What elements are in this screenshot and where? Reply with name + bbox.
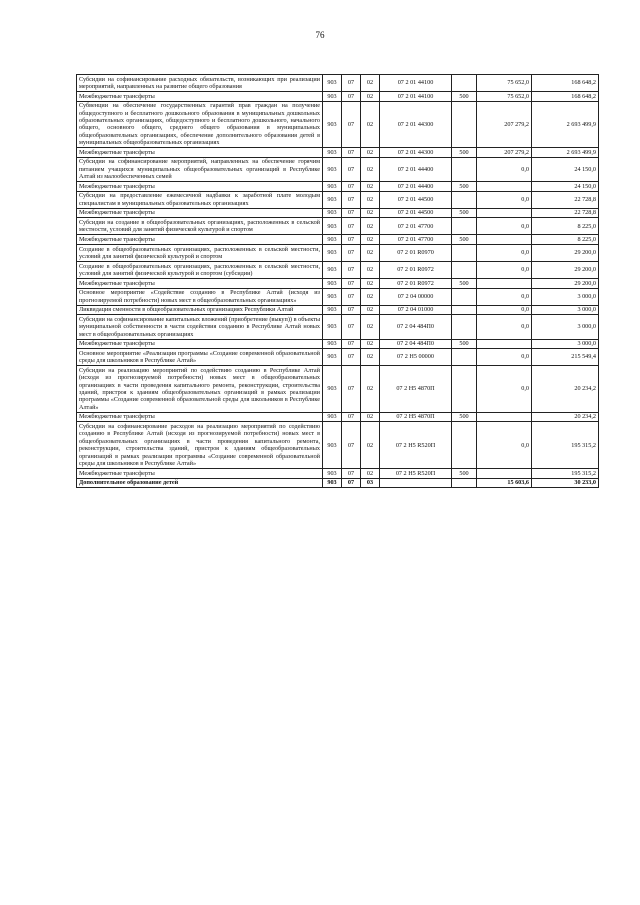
table-row xyxy=(77,218,599,235)
section-code-cell: 07 xyxy=(342,101,361,148)
subsection-code-cell: 02 xyxy=(361,349,380,366)
target-article-cell: 07 2 01 44500 xyxy=(380,191,452,208)
department-code-cell: 903 xyxy=(323,315,342,339)
target-article-cell: 07 2 Н5 R520П xyxy=(380,422,452,469)
section-code-cell: 07 xyxy=(342,305,361,315)
subsection-code-cell: 02 xyxy=(361,208,380,218)
table-row xyxy=(77,469,599,479)
expense-name-cell: Субсидии на софинансирование мероприятий, направленных на обеспечение горячим питанием учащихся муниципальных общеобразовательных организаций в Республике Алтай из малообеспеченных семей xyxy=(77,157,323,181)
target-article-cell: 07 2 01 R0970 xyxy=(380,245,452,262)
amount-change-cell xyxy=(477,412,532,422)
target-article-cell: 07 2 Н5 4870П xyxy=(380,366,452,413)
amount-total-cell: 2 693 499,9 xyxy=(532,101,599,148)
department-code-cell: 903 xyxy=(323,191,342,208)
expense-name-cell: Межбюджетные трансферты xyxy=(77,182,323,192)
subsection-code-cell: 02 xyxy=(361,279,380,289)
expense-name-cell: Субсидии на софинансирование капитальных вложений (приобретение (выкуп)) в объекты муниципальной собственности в части содействия созданию в Республике Алтай новых мест в общеобразовательных организациях xyxy=(77,315,323,339)
subsection-code-cell: 02 xyxy=(361,422,380,469)
expense-type-cell: 500 xyxy=(452,412,477,422)
table-row xyxy=(77,191,599,208)
target-article-cell: 07 2 Н5 4870П xyxy=(380,412,452,422)
expense-name-cell: Создание в общеобразовательных организациях, расположенных в сельской местности, условий для занятий физической культурой и спортом (субсидии) xyxy=(77,262,323,279)
subsection-code-cell: 02 xyxy=(361,235,380,245)
subsection-code-cell: 02 xyxy=(361,412,380,422)
target-article-cell: 07 2 01 47700 xyxy=(380,218,452,235)
table-row xyxy=(77,92,599,102)
amount-change-cell: 0,0 xyxy=(477,288,532,305)
section-code-cell: 07 xyxy=(342,279,361,289)
amount-total-cell: 195 315,2 xyxy=(532,422,599,469)
expense-type-cell xyxy=(452,349,477,366)
subsection-code-cell: 02 xyxy=(361,182,380,192)
expense-type-cell: 500 xyxy=(452,339,477,349)
expense-type-cell: 500 xyxy=(452,208,477,218)
amount-change-cell: 207 279,2 xyxy=(477,148,532,158)
target-article-cell: 07 2 01 47700 xyxy=(380,235,452,245)
target-article-cell: 07 2 04 00000 xyxy=(380,288,452,305)
table-row xyxy=(77,478,599,488)
section-code-cell: 07 xyxy=(342,366,361,413)
target-article-cell: 07 2 04 484П0 xyxy=(380,339,452,349)
expense-name-cell: Субсидии на предоставление ежемесячной надбавки к заработной плате молодым специалистам в муниципальных образовательных организациях xyxy=(77,191,323,208)
subsection-code-cell: 02 xyxy=(361,191,380,208)
expense-type-cell xyxy=(452,366,477,413)
table-row xyxy=(77,75,599,92)
amount-total-cell: 3 000,0 xyxy=(532,305,599,315)
amount-total-cell: 20 234,2 xyxy=(532,366,599,413)
department-code-cell: 903 xyxy=(323,218,342,235)
amount-total-cell: 20 234,2 xyxy=(532,412,599,422)
subsection-code-cell: 02 xyxy=(361,315,380,339)
amount-total-cell: 29 200,0 xyxy=(532,245,599,262)
amount-change-cell: 0,0 xyxy=(477,191,532,208)
target-article-cell: 07 2 01 44500 xyxy=(380,208,452,218)
section-code-cell: 07 xyxy=(342,218,361,235)
expense-type-cell xyxy=(452,157,477,181)
section-code-cell: 07 xyxy=(342,478,361,488)
department-code-cell: 903 xyxy=(323,235,342,245)
target-article-cell: 07 2 01 44400 xyxy=(380,157,452,181)
target-article-cell: 07 2 01 44300 xyxy=(380,101,452,148)
target-article-cell: 07 2 01 44300 xyxy=(380,148,452,158)
expense-type-cell: 500 xyxy=(452,148,477,158)
section-code-cell: 07 xyxy=(342,339,361,349)
subsection-code-cell: 02 xyxy=(361,157,380,181)
table-row xyxy=(77,315,599,339)
expense-name-cell: Межбюджетные трансферты xyxy=(77,279,323,289)
table-row xyxy=(77,305,599,315)
expense-name-cell: Основное мероприятие «Реализация программы «Создание современной образовательной среды для школьников в Республике Алтай» xyxy=(77,349,323,366)
table-row xyxy=(77,245,599,262)
section-code-cell: 07 xyxy=(342,245,361,262)
department-code-cell: 903 xyxy=(323,366,342,413)
table-row xyxy=(77,235,599,245)
amount-change-cell: 0,0 xyxy=(477,218,532,235)
table-row xyxy=(77,148,599,158)
table-row xyxy=(77,288,599,305)
expense-type-cell xyxy=(452,478,477,488)
department-code-cell: 903 xyxy=(323,412,342,422)
amount-change-cell: 75 652,0 xyxy=(477,92,532,102)
expense-name-cell: Межбюджетные трансферты xyxy=(77,92,323,102)
amount-total-cell: 30 233,0 xyxy=(532,478,599,488)
target-article-cell: 07 2 01 44400 xyxy=(380,182,452,192)
amount-total-cell: 29 200,0 xyxy=(532,279,599,289)
subsection-code-cell: 02 xyxy=(361,366,380,413)
expense-type-cell: 500 xyxy=(452,182,477,192)
section-code-cell: 07 xyxy=(342,157,361,181)
section-code-cell: 07 xyxy=(342,208,361,218)
expense-name-cell: Субвенции на обеспечение государственных гарантий прав граждан на получение общедоступного и бесплатного дошкольного образования в муниципальных дошкольных образовательных организациях, общедоступного и бесплатного дошкольного, начального общего, основного общего, среднего общего образования в муниципальных общеобразовательных организациях, обеспечение дополнительного образования детей в муниципальных общеобразовательных организациях xyxy=(77,101,323,148)
amount-total-cell: 2 693 499,9 xyxy=(532,148,599,158)
section-code-cell: 07 xyxy=(342,92,361,102)
amount-change-cell xyxy=(477,208,532,218)
expense-type-cell xyxy=(452,101,477,148)
subsection-code-cell: 02 xyxy=(361,339,380,349)
department-code-cell: 903 xyxy=(323,148,342,158)
subsection-code-cell: 02 xyxy=(361,245,380,262)
amount-change-cell: 0,0 xyxy=(477,245,532,262)
expense-type-cell xyxy=(452,218,477,235)
expense-type-cell xyxy=(452,305,477,315)
department-code-cell: 903 xyxy=(323,208,342,218)
budget-table xyxy=(76,74,599,488)
amount-change-cell: 0,0 xyxy=(477,366,532,413)
expense-type-cell: 500 xyxy=(452,92,477,102)
target-article-cell: 07 2 01 R0972 xyxy=(380,279,452,289)
table-row xyxy=(77,157,599,181)
amount-total-cell: 168 648,2 xyxy=(532,75,599,92)
amount-total-cell: 195 315,2 xyxy=(532,469,599,479)
amount-change-cell: 75 652,0 xyxy=(477,75,532,92)
expense-type-cell xyxy=(452,262,477,279)
table-row xyxy=(77,279,599,289)
subsection-code-cell: 02 xyxy=(361,92,380,102)
table-row xyxy=(77,366,599,413)
department-code-cell: 903 xyxy=(323,339,342,349)
expense-type-cell xyxy=(452,288,477,305)
table-row xyxy=(77,339,599,349)
target-article-cell: 07 2 Н5 00000 xyxy=(380,349,452,366)
amount-total-cell: 215 549,4 xyxy=(532,349,599,366)
table-row xyxy=(77,349,599,366)
amount-change-cell: 0,0 xyxy=(477,305,532,315)
department-code-cell: 903 xyxy=(323,288,342,305)
department-code-cell: 903 xyxy=(323,422,342,469)
amount-total-cell: 24 150,0 xyxy=(532,182,599,192)
department-code-cell: 903 xyxy=(323,101,342,148)
page-number: 76 xyxy=(315,30,325,40)
amount-change-cell: 15 603,6 xyxy=(477,478,532,488)
subsection-code-cell: 02 xyxy=(361,75,380,92)
amount-total-cell: 29 200,0 xyxy=(532,262,599,279)
amount-change-cell xyxy=(477,235,532,245)
expense-type-cell xyxy=(452,75,477,92)
table-row xyxy=(77,101,599,148)
department-code-cell: 903 xyxy=(323,245,342,262)
expense-type-cell xyxy=(452,245,477,262)
expense-name-cell: Межбюджетные трансферты xyxy=(77,339,323,349)
expense-name-cell: Субсидии на софинансирование расходов на реализацию мероприятий по содействию созданию в Республике Алтай (исходя из прогнозируемой потребности) новых мест в общеобразовательных организациях в части проведения капитального ремонта, реконструкции, строительства зданий, пристроя к зданиям общеобразовательных организаций в рамках реализации программы «Создание современной образовательной среды для школьников в Республике Алтай» xyxy=(77,422,323,469)
expense-name-cell: Дополнительное образование детей xyxy=(77,478,323,488)
amount-change-cell: 0,0 xyxy=(477,315,532,339)
amount-total-cell: 3 000,0 xyxy=(532,339,599,349)
section-code-cell: 07 xyxy=(342,191,361,208)
amount-total-cell: 22 728,8 xyxy=(532,208,599,218)
target-article-cell: 07 2 01 44100 xyxy=(380,75,452,92)
expense-name-cell: Межбюджетные трансферты xyxy=(77,148,323,158)
subsection-code-cell: 02 xyxy=(361,469,380,479)
amount-change-cell: 0,0 xyxy=(477,349,532,366)
amount-change-cell xyxy=(477,279,532,289)
table-row xyxy=(77,182,599,192)
table-row xyxy=(77,208,599,218)
amount-change-cell: 0,0 xyxy=(477,262,532,279)
expense-name-cell: Субсидии на софинансирование расходных обязательств, возникающих при реализации мероприятий, направленных на развитие общего образования xyxy=(77,75,323,92)
section-code-cell: 07 xyxy=(342,288,361,305)
department-code-cell: 903 xyxy=(323,305,342,315)
expense-type-cell xyxy=(452,191,477,208)
expense-type-cell xyxy=(452,422,477,469)
expense-name-cell: Субсидии на реализацию мероприятий по содействию созданию в Республике Алтай (исходя из прогнозируемой потребности) новых мест в общеобразовательных организациях в части проведения капитального ремонта, реконструкции, строительства зданий, пристроя к зданиям общеобразовательных организаций в рамках реализации программы «Создание современной образовательной среды для школьников в Республике Алтай» xyxy=(77,366,323,413)
section-code-cell: 07 xyxy=(342,412,361,422)
department-code-cell: 903 xyxy=(323,469,342,479)
department-code-cell: 903 xyxy=(323,157,342,181)
target-article-cell: 07 2 04 484П0 xyxy=(380,315,452,339)
subsection-code-cell: 02 xyxy=(361,288,380,305)
expense-type-cell: 500 xyxy=(452,279,477,289)
department-code-cell: 903 xyxy=(323,349,342,366)
expense-name-cell: Основное мероприятие «Содействие созданию в Республике Алтай (исходя из прогнозируемой потребности) новых мест в общеобразовательных организациях» xyxy=(77,288,323,305)
department-code-cell: 903 xyxy=(323,75,342,92)
section-code-cell: 07 xyxy=(342,262,361,279)
amount-change-cell: 0,0 xyxy=(477,157,532,181)
subsection-code-cell: 02 xyxy=(361,148,380,158)
subsection-code-cell: 02 xyxy=(361,218,380,235)
subsection-code-cell: 02 xyxy=(361,101,380,148)
amount-total-cell: 168 648,2 xyxy=(532,92,599,102)
target-article-cell: 07 2 04 01000 xyxy=(380,305,452,315)
expense-name-cell: Субсидии на создание в общеобразовательных организациях, расположенных в сельской местности, условий для занятий физической культурой и спортом xyxy=(77,218,323,235)
section-code-cell: 07 xyxy=(342,315,361,339)
table-row xyxy=(77,422,599,469)
section-code-cell: 07 xyxy=(342,182,361,192)
table-row xyxy=(77,262,599,279)
expense-type-cell: 500 xyxy=(452,235,477,245)
subsection-code-cell: 03 xyxy=(361,478,380,488)
amount-total-cell: 8 225,0 xyxy=(532,235,599,245)
expense-type-cell xyxy=(452,315,477,339)
expense-name-cell: Межбюджетные трансферты xyxy=(77,469,323,479)
target-article-cell xyxy=(380,478,452,488)
amount-total-cell: 3 000,0 xyxy=(532,315,599,339)
amount-total-cell: 8 225,0 xyxy=(532,218,599,235)
amount-change-cell xyxy=(477,182,532,192)
department-code-cell: 903 xyxy=(323,92,342,102)
target-article-cell: 07 2 01 R0972 xyxy=(380,262,452,279)
section-code-cell: 07 xyxy=(342,75,361,92)
target-article-cell: 07 2 Н5 R520П xyxy=(380,469,452,479)
amount-change-cell xyxy=(477,339,532,349)
section-code-cell: 07 xyxy=(342,235,361,245)
section-code-cell: 07 xyxy=(342,148,361,158)
department-code-cell: 903 xyxy=(323,279,342,289)
subsection-code-cell: 02 xyxy=(361,262,380,279)
section-code-cell: 07 xyxy=(342,469,361,479)
section-code-cell: 07 xyxy=(342,349,361,366)
department-code-cell: 903 xyxy=(323,262,342,279)
amount-total-cell: 3 000,0 xyxy=(532,288,599,305)
expense-name-cell: Создание в общеобразовательных организациях, расположенных в сельской местности, условий для занятий физической культурой и спортом xyxy=(77,245,323,262)
department-code-cell: 903 xyxy=(323,182,342,192)
section-code-cell: 07 xyxy=(342,422,361,469)
amount-total-cell: 24 150,0 xyxy=(532,157,599,181)
table-row xyxy=(77,412,599,422)
subsection-code-cell: 02 xyxy=(361,305,380,315)
expense-name-cell: Межбюджетные трансферты xyxy=(77,412,323,422)
expense-type-cell: 500 xyxy=(452,469,477,479)
amount-total-cell: 22 728,8 xyxy=(532,191,599,208)
expense-name-cell: Межбюджетные трансферты xyxy=(77,235,323,245)
expense-name-cell: Межбюджетные трансферты xyxy=(77,208,323,218)
expense-name-cell: Ликвидация сменности в общеобразовательных организациях Республики Алтай xyxy=(77,305,323,315)
amount-change-cell: 0,0 xyxy=(477,422,532,469)
amount-change-cell: 207 279,2 xyxy=(477,101,532,148)
amount-change-cell xyxy=(477,469,532,479)
target-article-cell: 07 2 01 44100 xyxy=(380,92,452,102)
department-code-cell: 903 xyxy=(323,478,342,488)
